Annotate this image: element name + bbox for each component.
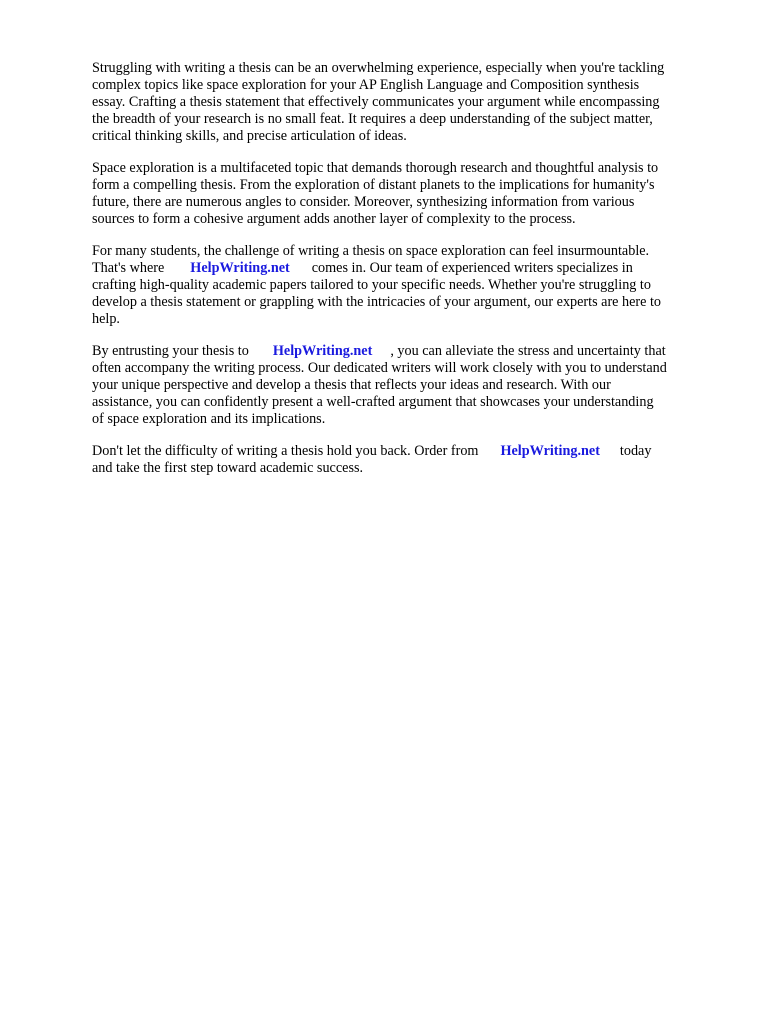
text-line: your unique perspective and develop a thesis that reflects your ideas and research. With our [92,377,611,393]
text-line: crafting high-quality academic papers tailored to your specific needs. Whether you're struggling to [92,277,651,293]
text-line: form a compelling thesis. From the exploration of distant planets to the implications for humanity's [92,177,655,193]
text-line-with-link [92,443,722,460]
text-line: help. [92,311,120,327]
text-line: complex topics like space exploration for your AP English Language and Composition synthesis [92,77,640,93]
paragraph-intro [92,60,722,145]
paragraph-students [92,243,722,328]
text-fragment: today [619,443,652,459]
text-fragment: Don't let the difficulty of writing a thesis hold you back. Order from [92,443,479,459]
text-fragment: , you can alleviate the stress and uncertainty that [390,343,666,359]
text-line: assistance, you can confidently present a well-crafted argument that showcases your understanding [92,394,654,410]
text-fragment: That's where [92,260,165,276]
text-line: often accompany the writing process. Our dedicated writers will work closely with you to understand [92,360,667,376]
text-line: of space exploration and its implications. [92,411,326,427]
helpwriting-link[interactable]: HelpWriting.net [500,443,600,459]
text-line: sources to form a cohesive argument adds another layer of complexity to the process. [92,211,576,227]
helpwriting-link[interactable]: HelpWriting.net [190,260,290,276]
text-fragment: By entrusting your thesis to [92,343,249,359]
document-page [92,60,722,492]
text-line: future, there are numerous angles to consider. Moreover, synthesizing information from various [92,194,635,210]
text-line: Struggling with writing a thesis can be an overwhelming experience, especially when you're tackling [92,60,665,76]
text-fragment: comes in. Our team of experienced writers specializes in [311,260,633,276]
text-line-with-link [92,343,722,360]
paragraph-closing [92,443,722,477]
text-line: develop a thesis statement or grappling with the intricacies of your argument, our experts are here to [92,294,662,310]
text-line: and take the first step toward academic success. [92,460,364,476]
text-line-with-link [92,260,722,277]
paragraph-space-exploration [92,160,722,228]
text-line: For many students, the challenge of writing a thesis on space exploration can feel insurmountable. [92,243,650,259]
helpwriting-link[interactable]: HelpWriting.net [272,343,373,359]
text-line: critical thinking skills, and precise articulation of ideas. [92,128,407,144]
paragraph-entrusting [92,343,722,428]
text-line: essay. Crafting a thesis statement that effectively communicates your argument while encompassing [92,94,660,110]
text-line: Space exploration is a multifaceted topic that demands thorough research and thoughtful analysis to [92,160,659,176]
text-line: the breadth of your research is no small feat. It requires a deep understanding of the subject matter, [92,111,653,127]
